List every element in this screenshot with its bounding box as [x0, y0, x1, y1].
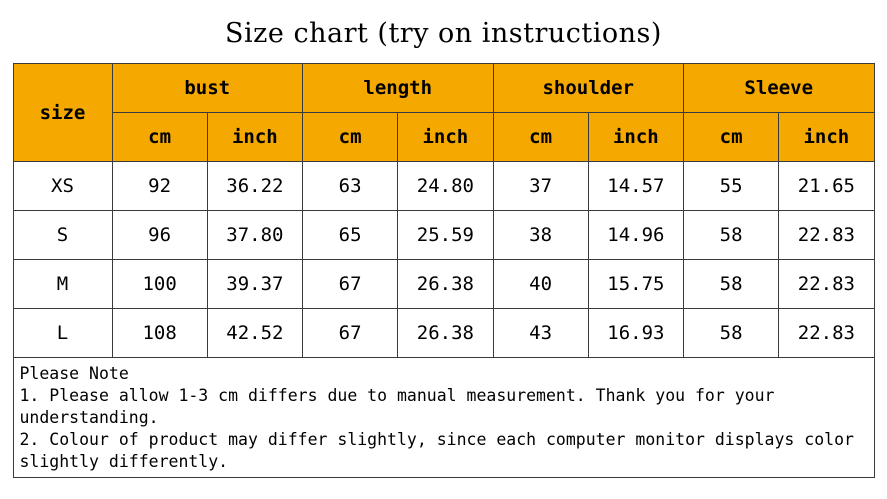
cell-sleeve-inch: 21.65 — [779, 162, 874, 211]
cell-bust-cm: 92 — [112, 162, 207, 211]
header-unit-bust-inch: inch — [207, 113, 302, 162]
cell-sleeve-cm: 58 — [684, 211, 779, 260]
cell-length-cm: 63 — [303, 162, 398, 211]
table-row — [13, 211, 874, 260]
header-unit-length-cm: cm — [303, 113, 398, 162]
header-unit-sleeve-cm: cm — [684, 113, 779, 162]
cell-length-inch: 26.38 — [398, 309, 493, 358]
header-group-sleeve: Sleeve — [684, 64, 875, 113]
cell-bust-cm: 100 — [112, 260, 207, 309]
header-group-shoulder: shoulder — [493, 64, 684, 113]
row-size-label: S — [13, 211, 112, 260]
note-item-2: 2. Colour of product may differ slightly, since each computer monitor displays color slightly differently. — [19, 429, 864, 471]
row-size-label: M — [13, 260, 112, 309]
cell-length-cm: 67 — [303, 260, 398, 309]
cell-shoulder-inch: 16.93 — [588, 309, 683, 358]
table-row — [13, 260, 874, 309]
row-size-label: XS — [13, 162, 112, 211]
cell-shoulder-cm: 40 — [493, 260, 588, 309]
notes-heading: Please Note — [19, 364, 129, 383]
cell-length-inch: 25.59 — [398, 211, 493, 260]
cell-bust-cm: 96 — [112, 211, 207, 260]
note-item-1: 1. Please allow 1-3 cm differs due to manual measurement. Thank you for your understanding. — [19, 385, 785, 427]
cell-shoulder-cm: 37 — [493, 162, 588, 211]
cell-shoulder-inch: 15.75 — [588, 260, 683, 309]
cell-shoulder-cm: 43 — [493, 309, 588, 358]
table-header — [13, 64, 874, 162]
cell-bust-inch: 37.80 — [207, 211, 302, 260]
cell-shoulder-inch: 14.57 — [588, 162, 683, 211]
cell-bust-inch: 42.52 — [207, 309, 302, 358]
header-group-bust: bust — [112, 64, 303, 113]
notes-section — [13, 358, 875, 478]
header-size: size — [13, 64, 112, 162]
row-size-label: L — [13, 309, 112, 358]
cell-sleeve-cm: 58 — [684, 309, 779, 358]
header-unit-bust-cm: cm — [112, 113, 207, 162]
cell-sleeve-inch: 22.83 — [779, 211, 874, 260]
page-title: Size chart (try on instructions) — [225, 18, 662, 49]
table-header-units-row — [13, 113, 874, 162]
cell-sleeve-cm: 58 — [684, 260, 779, 309]
cell-sleeve-cm: 55 — [684, 162, 779, 211]
header-unit-shoulder-inch: inch — [588, 113, 683, 162]
cell-length-cm: 67 — [303, 309, 398, 358]
cell-length-inch: 24.80 — [398, 162, 493, 211]
cell-sleeve-inch: 22.83 — [779, 309, 874, 358]
header-unit-length-inch: inch — [398, 113, 493, 162]
header-unit-sleeve-inch: inch — [779, 113, 874, 162]
table-row — [13, 309, 874, 358]
header-group-length: length — [303, 64, 494, 113]
cell-bust-cm: 108 — [112, 309, 207, 358]
cell-bust-inch: 39.37 — [207, 260, 302, 309]
table-row — [13, 162, 874, 211]
table-body — [13, 162, 874, 358]
cell-sleeve-inch: 22.83 — [779, 260, 874, 309]
size-chart-table — [13, 63, 875, 358]
cell-length-cm: 65 — [303, 211, 398, 260]
cell-bust-inch: 36.22 — [207, 162, 302, 211]
header-unit-shoulder-cm: cm — [493, 113, 588, 162]
cell-length-inch: 26.38 — [398, 260, 493, 309]
cell-shoulder-inch: 14.96 — [588, 211, 683, 260]
cell-shoulder-cm: 38 — [493, 211, 588, 260]
table-header-groups-row — [13, 64, 874, 113]
